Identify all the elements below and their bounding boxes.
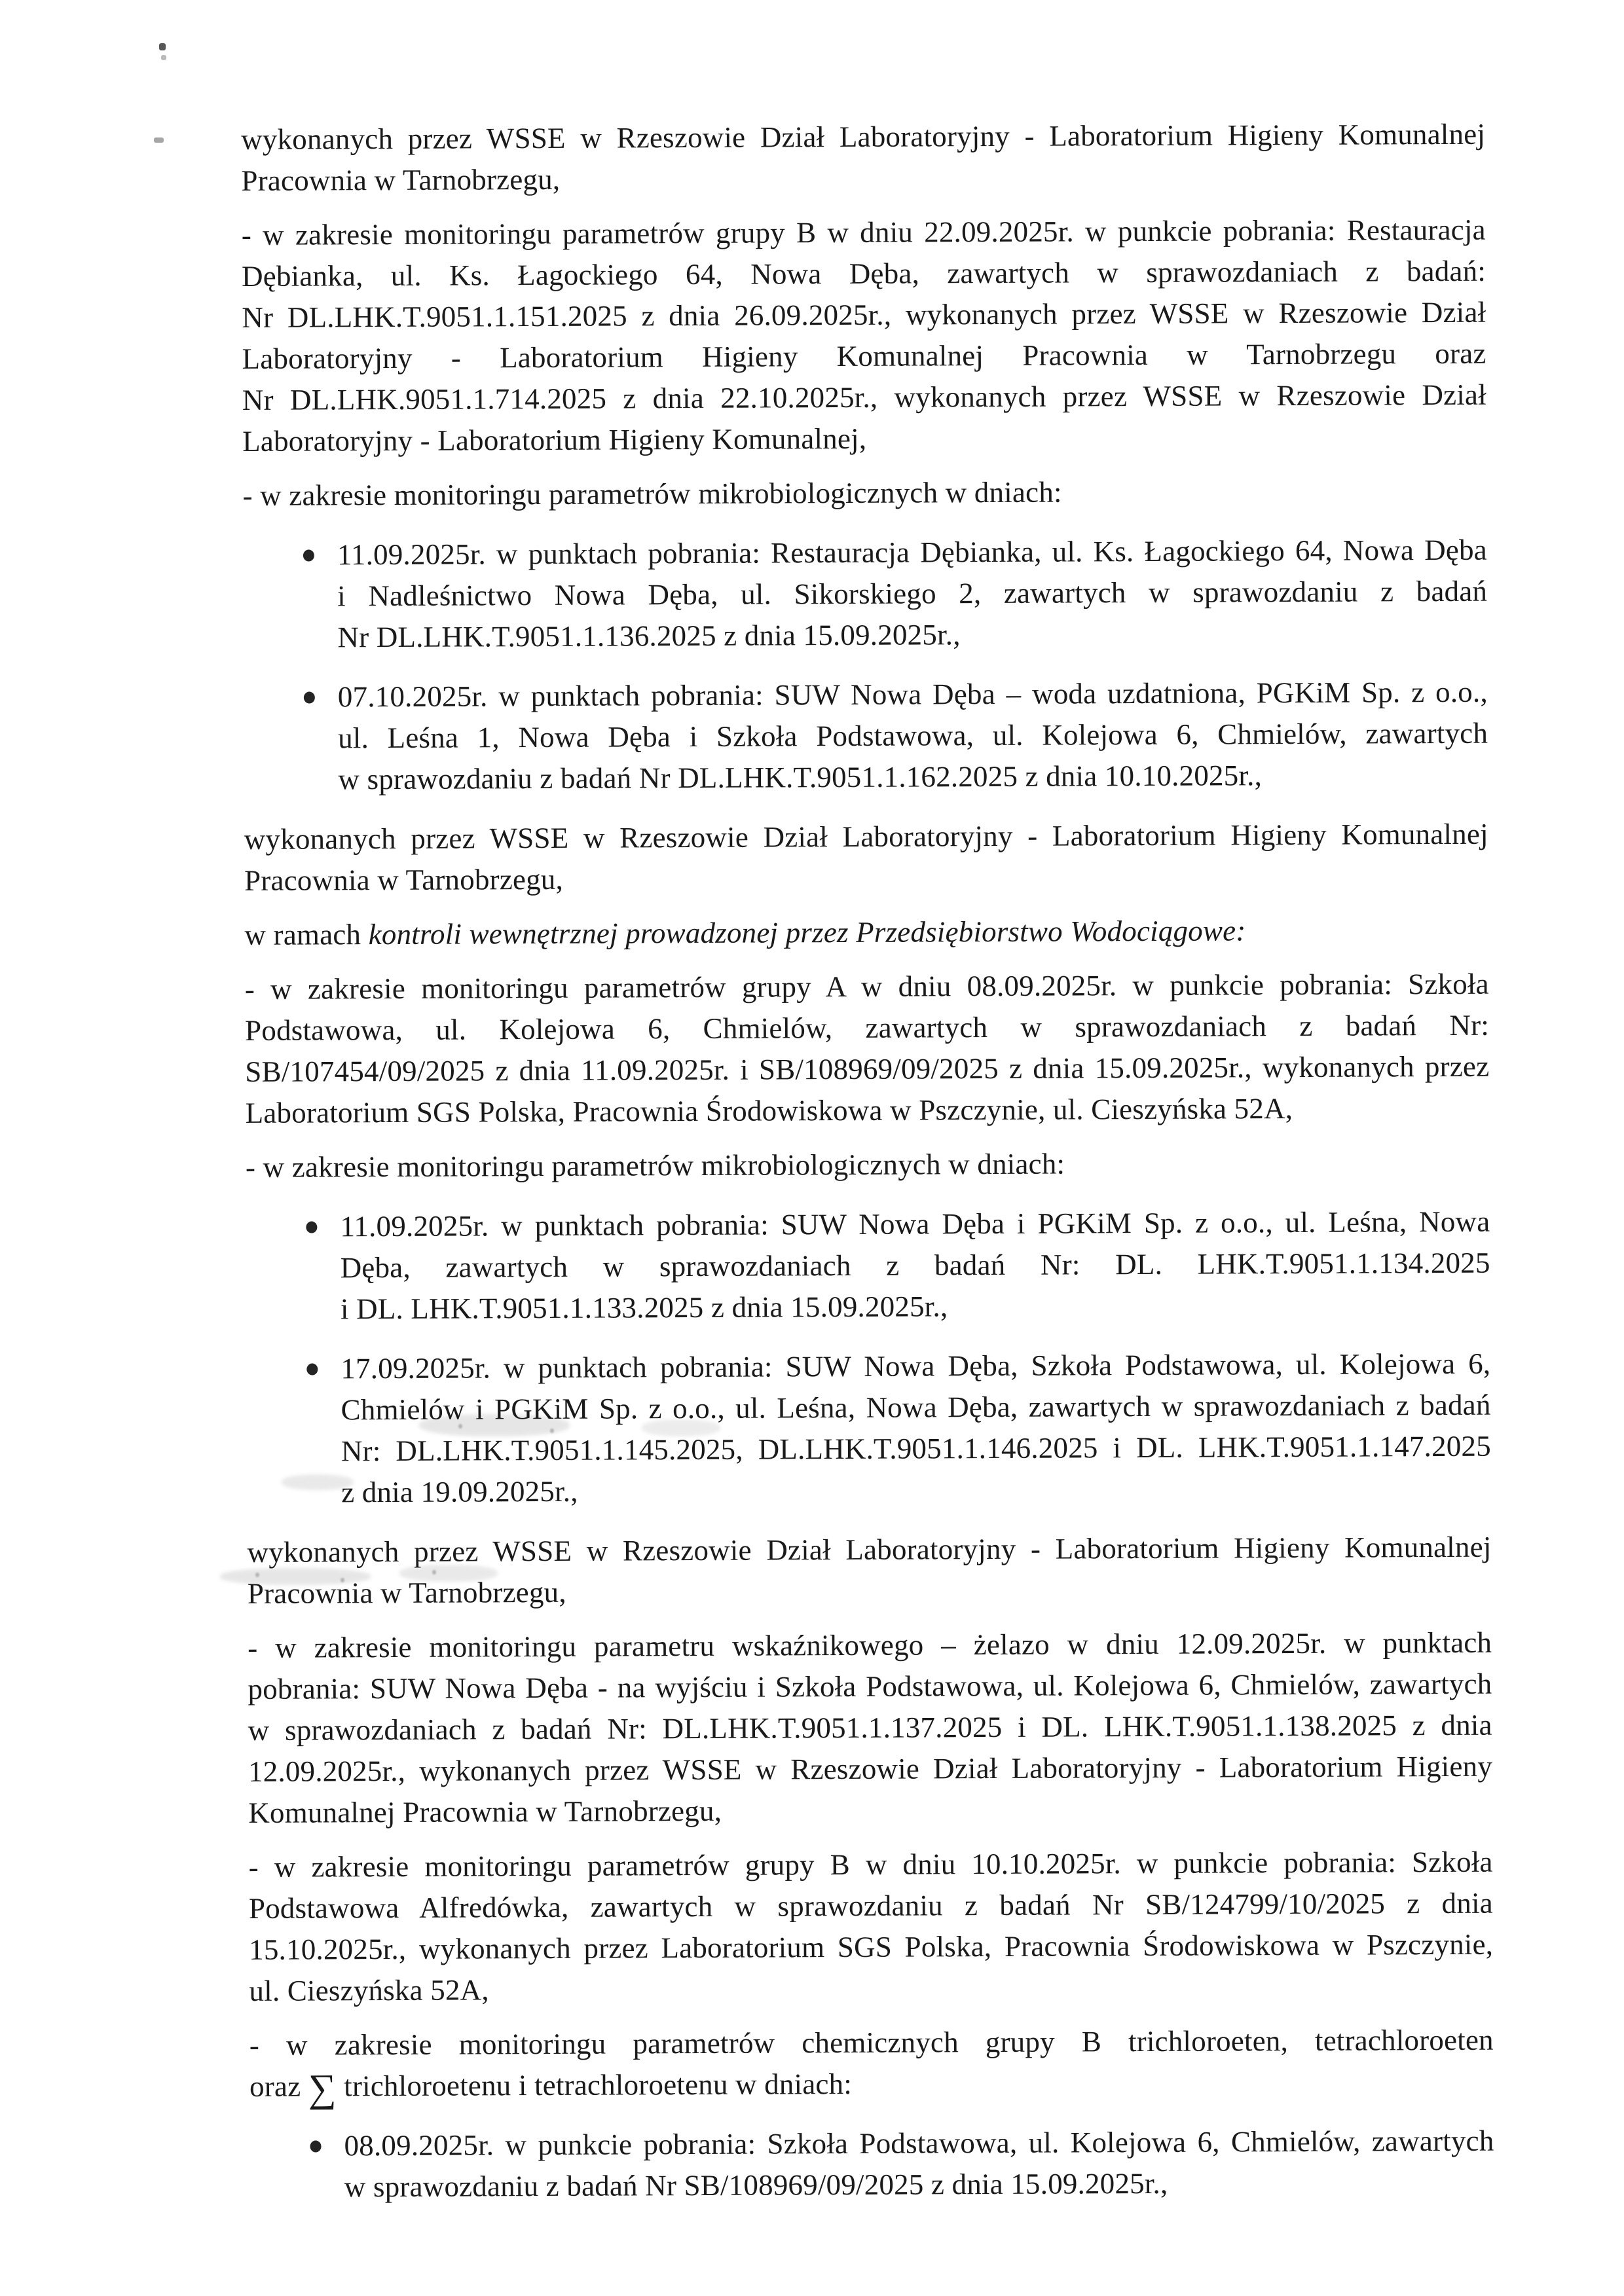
bullet-item xyxy=(341,1343,1491,1514)
text-line: - w zakresie monitoringu parametrów chemicznych grupy B trichloroeten, tetrachloroeten xyxy=(249,2023,1494,2062)
text-line: Podstawowa Alfredówka, zawartych w sprawozdaniu z badań Nr SB/124799/10/2025 z dnia xyxy=(248,1886,1494,1925)
bullet-icon xyxy=(304,692,315,704)
text-line: ul. Leśna 1, Nowa Dęba i Szkoła Podstawowa, ul. Kolejowa 6, Chmielów, zawartych xyxy=(338,716,1488,755)
text-line: - w zakresie monitoringu parametrów grupy B w dniu 22.09.2025r. w punkcie pobrania: Restauracja xyxy=(241,213,1486,251)
paragraph xyxy=(249,1842,1494,2012)
text-line: 11.09.2025r. w punktach pobrania: SUW Nowa Dęba i PGKiM Sp. z o.o., ul. Leśna, Nowa xyxy=(340,1205,1490,1243)
bullet-icon xyxy=(310,2140,321,2152)
text-run: oraz xyxy=(249,2069,308,2103)
bullet-icon xyxy=(306,1364,318,1376)
text-line: i DL. LHK.T.9051.1.133.2025 z dnia 15.09.2025r., xyxy=(340,1290,948,1326)
text-line: Komunalnej Pracownia w Tarnobrzegu, xyxy=(248,1794,722,1829)
text-line: wykonanych przez WSSE w Rzeszowie Dział Laboratoryjny - Laboratorium Higieny Komunalnej xyxy=(241,117,1486,156)
text-line: - w zakresie monitoringu parametrów grupy A w dniu 08.09.2025r. w punkcie pobrania: Szkoła xyxy=(244,967,1489,1006)
text-line: Dęba, zawartych w sprawozdaniach z badań Nr: DL. LHK.T.9051.1.134.2025 xyxy=(340,1246,1490,1285)
text-line: wykonanych przez WSSE w Rzeszowie Dział Laboratoryjny - Laboratorium Higieny Komunalnej xyxy=(244,817,1488,856)
paragraph xyxy=(247,1527,1492,1614)
text-line: - w zakresie monitoringu parametru wskaźnikowego – żelazo w dniu 12.09.2025r. w punktach xyxy=(248,1626,1492,1664)
text-line: SB/107454/09/2025 z dnia 11.09.2025r. i SB/108969/09/2025 z dnia 15.09.2025r., wykonanych przez xyxy=(245,1049,1490,1088)
text-line: 11.09.2025r. w punktach pobrania: Restauracja Dębianka, ul. Ks. Łagockiego 64, Nowa Dęba xyxy=(337,533,1487,572)
text-line: Dębianka, ul. Ks. Łagockiego 64, Nowa Dęba, zawartych w sprawozdaniach z badań: xyxy=(241,254,1486,293)
text-line: Nr DL.LHK.T.9051.1.151.2025 z dnia 26.09.2025r., wykonanych przez WSSE w Rzeszowie Dział xyxy=(242,295,1486,334)
text-line: Chmielów i PGKiM Sp. z o.o., ul. Leśna, Nowa Dęba, zawartych w sprawozdaniach z badań xyxy=(341,1388,1491,1427)
text-line: 08.09.2025r. w punkcie pobrania: Szkoła Podstawowa, ul. Kolejowa 6, Chmielów, zawartych xyxy=(344,2124,1494,2162)
text-line xyxy=(249,2061,1494,2110)
text-line: i Nadleśnictwo Nowa Dęba, ul. Sikorskiego 2, zawartych w sprawozdaniu z badań xyxy=(337,574,1488,613)
paragraph xyxy=(244,909,1488,956)
text-line: Pracownia w Tarnobrzegu, xyxy=(241,162,561,197)
text-run: w ramach xyxy=(244,918,369,951)
paragraph xyxy=(246,1142,1490,1188)
text-line: Laboratorium SGS Polska, Pracownia Środowiskowa w Pszczynie, ul. Cieszyńska 52A, xyxy=(245,1092,1293,1129)
scan-speck xyxy=(161,55,166,60)
paragraph xyxy=(249,2020,1494,2110)
text-line: Nr: DL.LHK.T.9051.1.145.2025, DL.LHK.T.9051.1.146.2025 i DL. LHK.T.9051.1.147.2025 xyxy=(341,1429,1491,1468)
bullet-icon xyxy=(303,550,314,562)
paragraph xyxy=(244,814,1489,902)
text-line: Nr DL.LHK.T.9051.1.136.2025 z dnia 15.09.2025r., xyxy=(337,618,961,654)
bullet-item xyxy=(338,672,1488,801)
text-line: pobrania: SUW Nowa Dęba - na wyjściu i Szkoła Podstawowa, ul. Kolejowa 6, Chmielów, zawartych xyxy=(248,1667,1492,1705)
text-line: Nr DL.LHK.9051.1.714.2025 z dnia 22.10.2025r., wykonanych przez WSSE w Rzeszowie Dział xyxy=(242,378,1486,416)
text-line: 15.10.2025r., wykonanych przez Laboratorium SGS Polska, Pracownia Środowiskowa w Pszczynie, xyxy=(249,1927,1494,1966)
text-line: wykonanych przez WSSE w Rzeszowie Dział Laboratoryjny - Laboratorium Higieny Komunalnej xyxy=(247,1530,1492,1569)
bullet-item xyxy=(340,1201,1490,1330)
text-line: - w zakresie monitoringu parametrów mikrobiologicznych w dniach: xyxy=(245,1147,1065,1184)
sum-sigma-symbol: ∑ xyxy=(308,2066,337,2110)
text-line: Pracownia w Tarnobrzegu, xyxy=(244,862,564,897)
document-body xyxy=(241,114,1494,2227)
text-line: Laboratoryjny - Laboratorium Higieny Komunalnej Pracownia w Tarnobrzegu oraz xyxy=(242,337,1486,375)
text-line: 12.09.2025r., wykonanych przez WSSE w Rzeszowie Dział Laboratoryjny - Laboratorium Higieny xyxy=(248,1749,1493,1788)
text-line: Podstawowa, ul. Kolejowa 6, Chmielów, zawartych w sprawozdaniach z badań Nr: xyxy=(244,1008,1490,1047)
text-line: w sprawozdaniu z badań Nr SB/108969/09/2025 z dnia 15.09.2025r., xyxy=(344,2166,1168,2204)
scan-speck xyxy=(159,43,166,50)
paragraph xyxy=(242,470,1486,517)
text-line: 17.09.2025r. w punktach pobrania: SUW Nowa Dęba, Szkoła Podstawowa, ul. Kolejowa 6, xyxy=(341,1347,1491,1385)
italic-text-run: kontroli wewnętrznej prowadzonej przez Przedsiębiorstwo Wodociągowe: xyxy=(368,914,1246,951)
text-line: - w zakresie monitoringu parametrów mikrobiologicznych w dniach: xyxy=(242,475,1062,512)
paragraph xyxy=(248,1622,1492,1834)
text-line: w sprawozdaniach z badań Nr: DL.LHK.T.9051.1.137.2025 i DL. LHK.T.9051.1.138.2025 z dnia xyxy=(248,1708,1492,1747)
text-line: ul. Cieszyńska 52A, xyxy=(249,1973,489,2007)
paragraph xyxy=(245,964,1490,1134)
text-line: - w zakresie monitoringu parametrów grupy B w dniu 10.10.2025r. w punkcie pobrania: Szkoła xyxy=(248,1845,1493,1884)
text-line: z dnia 19.09.2025r., xyxy=(341,1474,578,1509)
paragraph xyxy=(242,210,1487,462)
text-line: 07.10.2025r. w punktach pobrania: SUW Nowa Dęba – woda uzdatniona, PGKiM Sp. z o.o., xyxy=(337,675,1488,714)
paragraph xyxy=(241,114,1486,202)
text-line: w sprawozdaniu z badań Nr DL.LHK.T.9051.1.162.2025 z dnia 10.10.2025r., xyxy=(338,759,1263,796)
text-line xyxy=(244,909,1488,956)
scan-speck xyxy=(154,137,164,143)
bullet-item xyxy=(337,530,1488,659)
text-line: Pracownia w Tarnobrzegu, xyxy=(247,1575,566,1610)
text-line: Laboratoryjny - Laboratorium Higieny Komunalnej, xyxy=(242,422,867,458)
bullet-item xyxy=(344,2121,1494,2208)
text-run: trichloroetenu i tetrachloroetenu w dniach: xyxy=(336,2067,853,2103)
bullet-icon xyxy=(306,1222,317,1233)
